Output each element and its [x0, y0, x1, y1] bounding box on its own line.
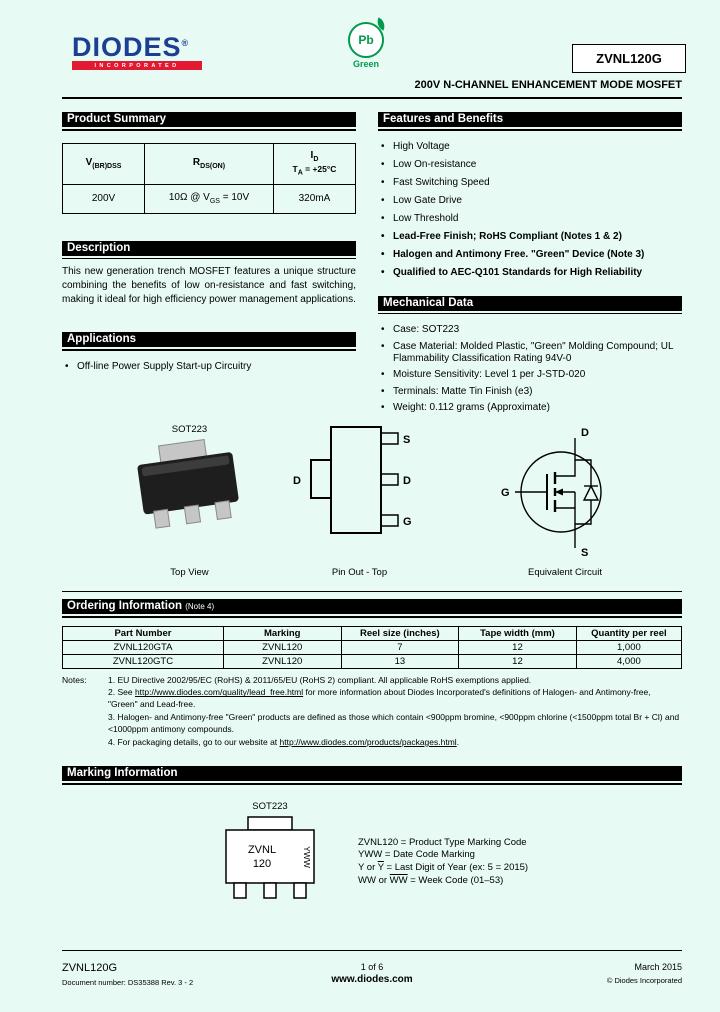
- pb-free-green-badge: [344, 22, 388, 69]
- col-vbrdss: $V_{(BR)DSS}$: [63, 143, 145, 184]
- section-title: Ordering Information (Note 4): [62, 599, 682, 614]
- package-figures: [62, 424, 682, 578]
- list-item: • Low On-resistance: [378, 159, 682, 171]
- notes-link[interactable]: http://www.diodes.com/products/packages.html: [279, 736, 457, 747]
- figure-package-top-view: [102, 424, 277, 578]
- marking-package-figure: [210, 801, 330, 915]
- section-title: Applications: [62, 332, 356, 347]
- note-3: 3. Halogen- and Antimony-free "Green" products are defined as those which contain <900ppm bromine, <900ppm chlorine (<1500ppm total Br + Cl) and <1000ppm antimony compounds.: [108, 712, 680, 735]
- figure-equivalent-circuit: [470, 424, 660, 578]
- section-marking-header: [62, 766, 682, 785]
- pb-free-icon: [348, 22, 384, 58]
- section-product-summary-header: [62, 112, 356, 131]
- list-item: • Lead-Free Finish; RoHS Compliant (Notes 1 & 2): [378, 231, 682, 243]
- legend-line: Y or $\overline{Y}$ = Last Digit of Year (ex: 5 = 2015): [358, 862, 529, 874]
- col-id: $I_D$ $T_A = +25^\circ C$: [273, 143, 355, 184]
- mechanical-list: [378, 324, 682, 414]
- cell-rdson: 10Ω @ $V_{GS} = 10V$: [145, 184, 274, 213]
- section-features-header: [378, 112, 682, 131]
- footer-center: [62, 962, 682, 985]
- page-subtitle: 200V N-CHANNEL ENHANCEMENT MODE MOSFET: [414, 79, 682, 91]
- section-title: Description: [62, 241, 356, 256]
- cell: 1,000: [576, 640, 681, 654]
- section-title: Product Summary: [62, 112, 356, 127]
- part-number: ZVNL120G: [596, 51, 662, 66]
- section-title: Mechanical Data: [378, 296, 682, 311]
- datasheet-page: [62, 0, 682, 1012]
- registered-mark: ®: [181, 38, 190, 48]
- list-item: • Qualified to AEC-Q101 Standards for High Reliability: [378, 267, 682, 279]
- list-item: • Moisture Sensitivity: Level 1 per J-STD-020: [378, 369, 682, 381]
- tab-label: D: [292, 475, 301, 487]
- section-underline: [62, 129, 356, 131]
- marking-figure-area: [62, 787, 682, 937]
- product-summary-table: [62, 143, 356, 214]
- footer-website-link[interactable]: www.diodes.com: [331, 974, 413, 985]
- figure-caption: Top View: [170, 567, 209, 578]
- right-column: [378, 112, 682, 419]
- marking-diagram: [210, 815, 330, 910]
- list-item: • High Voltage: [378, 141, 682, 153]
- footer-part-number: ZVNL120G: [62, 962, 118, 974]
- section-mechanical-header: [378, 296, 682, 315]
- footer-divider: [62, 950, 682, 951]
- cell-id: 320mA: [273, 184, 355, 213]
- legend-line: ZVNL120 = Product Type Marking Code: [358, 836, 527, 848]
- note-4: 4. For packaging details, go to our website at http://www.diodes.com/products/packages.html.: [108, 736, 460, 747]
- diodes-logo-incorporated-bar: INCORPORATED: [72, 61, 202, 70]
- drain-label: D: [581, 427, 589, 439]
- list-item: • Off-line Power Supply Start-up Circuitry: [62, 361, 356, 373]
- list-item: • Terminals: Matte Tin Finish (e3): [378, 386, 682, 398]
- pin-label-d: D: [402, 475, 411, 487]
- green-label: Green: [352, 59, 379, 69]
- figure-pinout: [277, 424, 442, 578]
- table-data-row: [63, 184, 356, 213]
- col-tape-width: Tape width (mm): [459, 626, 577, 640]
- col-reel-size: Reel size (inches): [341, 626, 459, 640]
- note-2: 2. See http://www.diodes.com/quality/lead_free.html for more information about Diodes Incorporated's definitions of Halogen- and Antimony-free, "Green" and Lead-free.: [108, 687, 651, 710]
- legend-line: WW or $\overline{WW}$ = Week Code (01–53): [358, 874, 504, 886]
- footer-date: March 2015: [634, 962, 682, 972]
- pinout-diagram: [285, 424, 435, 538]
- cell: ZVNL120: [223, 640, 341, 654]
- source-label: S: [581, 547, 589, 558]
- section-underline: [62, 616, 682, 618]
- list-item: • Low Gate Drive: [378, 195, 682, 207]
- features-list: [378, 141, 682, 279]
- section-underline: [62, 258, 356, 260]
- cell: ZVNL120GTA: [63, 640, 224, 654]
- legend-line: YWW = Date Code Marking: [358, 849, 475, 861]
- list-item: • Case Material: Molded Plastic, "Green" Molding Compound; UL Flammability Classification Rating 94V-0: [378, 341, 682, 365]
- figure-caption: Equivalent Circuit: [528, 567, 602, 578]
- diodes-logo-wordmark: DIODES®: [72, 32, 190, 62]
- figure-caption: Pin Out - Top: [331, 567, 388, 578]
- footer-document-number: Document number: DS35388 Rev. 3 - 2: [62, 978, 194, 987]
- marking-information-section: [62, 766, 682, 937]
- page-number: 1 of 6: [360, 962, 384, 972]
- package-name-label: SOT223: [171, 424, 208, 435]
- applications-list: [62, 361, 356, 373]
- cell: 7: [341, 640, 459, 654]
- cell: ZVNL120: [223, 654, 341, 668]
- marking-date-code: YWW: [302, 845, 312, 868]
- note-reference: (Note 4): [185, 602, 215, 611]
- section-description-header: [62, 241, 356, 260]
- col-part-number: Part Number: [63, 626, 224, 640]
- part-number-box: [572, 44, 686, 73]
- marking-line2: 120: [252, 857, 272, 870]
- section-underline: [378, 313, 682, 315]
- section-underline: [62, 349, 356, 351]
- list-item: • Weight: 0.112 grams (Approximate): [378, 402, 682, 414]
- marking-legend: [358, 837, 528, 888]
- section-ordering-header: [62, 599, 682, 618]
- list-item: • Halogen and Antimony Free. "Green" Device (Note 3): [378, 249, 682, 261]
- note-1: 1. EU Directive 2002/95/EC (RoHS) & 2011/65/EU (RoHS 2) compliant. All applicable RoHS exemptions applied.: [108, 674, 532, 685]
- section-title: Features and Benefits: [378, 112, 682, 127]
- ordering-notes: [62, 675, 682, 750]
- list-item: • Fast Switching Speed: [378, 177, 682, 189]
- footer-right: [607, 962, 682, 985]
- cell: ZVNL120GTC: [63, 654, 224, 668]
- cell: 13: [341, 654, 459, 668]
- package-name-label: SOT223: [252, 800, 288, 812]
- section-divider: [62, 591, 682, 592]
- table-header-row: [63, 626, 682, 640]
- cell: 12: [459, 654, 577, 668]
- diodes-logo: [72, 32, 202, 70]
- marking-line1: ZVNL: [247, 843, 277, 856]
- section-applications-header: [62, 332, 356, 351]
- sot223-package-image: [115, 438, 265, 540]
- section-underline: [378, 129, 682, 131]
- cell: 4,000: [576, 654, 681, 668]
- list-item: • Case: SOT223: [378, 324, 682, 336]
- pb-text: Pb: [358, 33, 374, 47]
- col-quantity: Quantity per reel: [576, 626, 681, 640]
- footer-copyright: © Diodes Incorporated: [606, 976, 682, 985]
- notes-label: Notes:: [62, 674, 87, 685]
- notes-body: [108, 675, 682, 750]
- ordering-information-section: [62, 591, 682, 750]
- col-marking: Marking: [223, 626, 341, 640]
- header-divider: [62, 97, 682, 99]
- list-item: • Low Threshold: [378, 213, 682, 225]
- notes-link[interactable]: http://www.diodes.com/quality/lead_free.html: [134, 687, 304, 698]
- col-rdson: $R_{DS(ON)}$: [145, 143, 274, 184]
- pin-label-s: S: [402, 434, 410, 446]
- cell-vbrdss: 200V: [63, 184, 145, 213]
- table-header-row: [63, 143, 356, 184]
- page-footer: [62, 950, 682, 987]
- left-column: [62, 112, 356, 379]
- gate-label: G: [501, 487, 510, 499]
- pin-label-g: G: [402, 516, 412, 528]
- table-row: [63, 640, 682, 654]
- section-underline: [62, 783, 682, 785]
- ordering-table: [62, 626, 682, 669]
- section-title: Marking Information: [62, 766, 682, 781]
- leaf-icon: [374, 17, 387, 30]
- equivalent-circuit-diagram: [495, 424, 635, 558]
- description-text: This new generation trench MOSFET features a unique structure combining the benefits of low on-resistance and fast switching, making it ideal for high efficiency power management applications.: [62, 266, 356, 305]
- cell: 12: [459, 640, 577, 654]
- table-row: [63, 654, 682, 668]
